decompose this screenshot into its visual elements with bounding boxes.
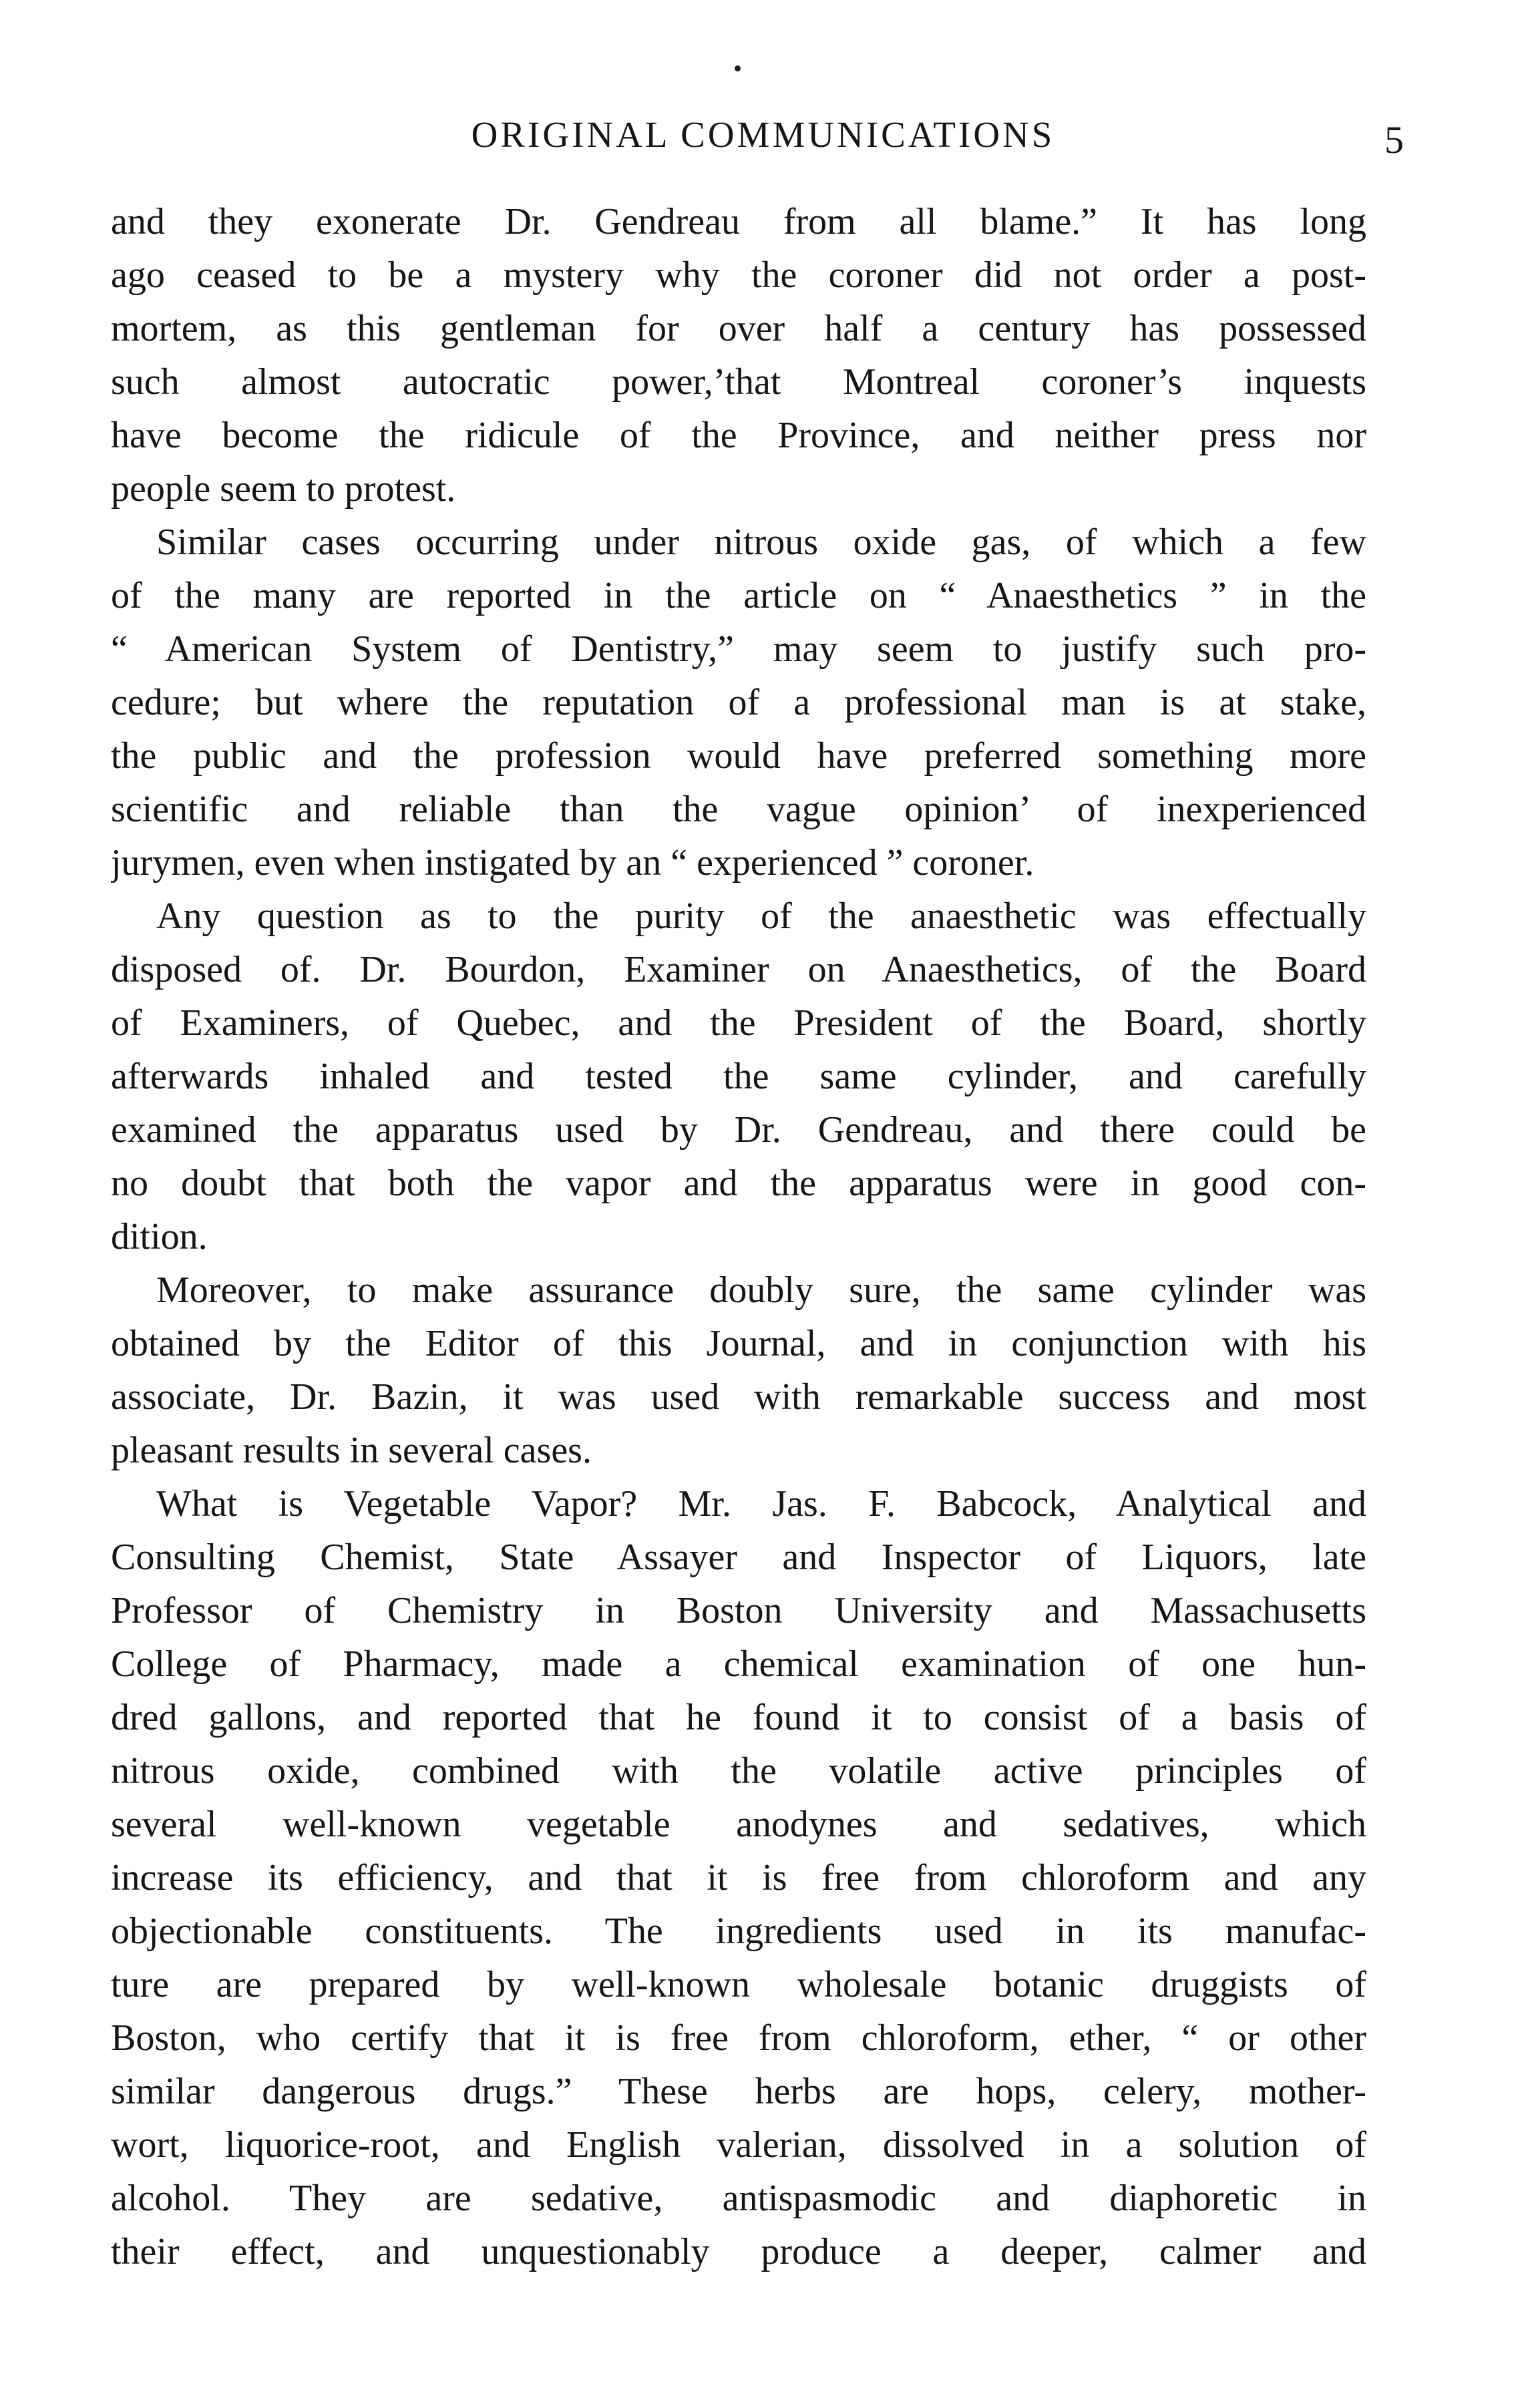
text-line: objectionable constituents. The ingredients used in its manufac- [111,1911,1366,1952]
running-title: ORIGINAL COMMUNICATIONS [471,114,1055,155]
text-line: cedure; but where the reputation of a professional man is at stake, [111,682,1366,723]
text-line: Boston, who certify that it is free from chloroform, ether, “ or other [111,2017,1366,2059]
text-line: similar dangerous drugs.” These herbs are hops, celery, mother- [111,2071,1366,2112]
text-line: such almost autocratic power,’that Montreal coroner’s inquests [111,361,1366,403]
text-line: several well-known vegetable anodynes and sedatives, which [111,1804,1366,1845]
text-line: no doubt that both the vapor and the apparatus were in good con- [111,1163,1366,1204]
text-line: jurymen, even when instigated by an “ experienced ” coroner. [111,842,1034,883]
text-line: have become the ridicule of the Province, and neither press nor [111,415,1366,456]
text-line: dred gallons, and reported that he found it to consist of a basis of [111,1697,1366,1738]
text-line: mortem, as this gentleman for over half a century has possessed [111,308,1366,349]
body-text [111,195,1366,2278]
text-line: of the many are reported in the article on “ Anaesthetics ” in the [111,575,1366,616]
text-line: obtained by the Editor of this Journal, and in conjunction with his [111,1323,1366,1364]
text-line: ture are prepared by well-known wholesale botanic druggists of [111,1964,1366,2005]
text-line: nitrous oxide, combined with the volatile active principles of [111,1750,1366,1792]
text-line: Similar cases occurring under nitrous oxide gas, of which a few [156,522,1366,563]
page-number: 5 [1384,118,1404,162]
text-line: examined the apparatus used by Dr. Gendreau, and there could be [111,1109,1366,1151]
text-line: ago ceased to be a mystery why the coroner did not order a post- [111,254,1366,296]
ink-dot [735,65,741,71]
text-line: What is Vegetable Vapor? Mr. Jas. F. Babcock, Analytical and [156,1483,1366,1525]
text-line: Consulting Chemist, State Assayer and Inspector of Liquors, late [111,1537,1366,1578]
running-head [0,108,1526,162]
text-line: their effect, and unquestionably produce a deeper, calmer and [111,2231,1366,2272]
text-line: pleasant results in several cases. [111,1430,592,1471]
text-line: scientific and reliable than the vague opinion’ of inexperienced [111,789,1366,830]
text-line: Professor of Chemistry in Boston University and Massachusetts [111,1590,1366,1631]
text-line: disposed of. Dr. Bourdon, Examiner on Anaesthetics, of the Board [111,949,1366,990]
text-line: associate, Dr. Bazin, it was used with remarkable success and most [111,1376,1366,1418]
text-line: “ American System of Dentistry,” may seem to justify such pro- [111,628,1366,670]
text-line: dition. [111,1216,208,1257]
text-line: and they exonerate Dr. Gendreau from all blame.” It has long [111,201,1366,242]
text-line: Any question as to the purity of the anaesthetic was effectually [156,895,1366,937]
text-line: increase its efficiency, and that it is free from chloroform and any [111,1857,1366,1898]
text-line: wort, liquorice-root, and English valerian, dissolved in a solution of [111,2124,1366,2166]
text-line: afterwards inhaled and tested the same cylinder, and carefully [111,1056,1366,1097]
text-line: Moreover, to make assurance doubly sure, the same cylinder was [156,1269,1366,1311]
text-line: people seem to protest. [111,468,456,510]
text-line: of Examiners, of Quebec, and the President of the Board, shortly [111,1002,1366,1044]
text-line: the public and the profession would have preferred something more [111,735,1366,777]
text-line: College of Pharmacy, made a chemical examination of one hun- [111,1643,1366,1685]
text-line: alcohol. They are sedative, antispasmodic and diaphoretic in [111,2178,1366,2219]
